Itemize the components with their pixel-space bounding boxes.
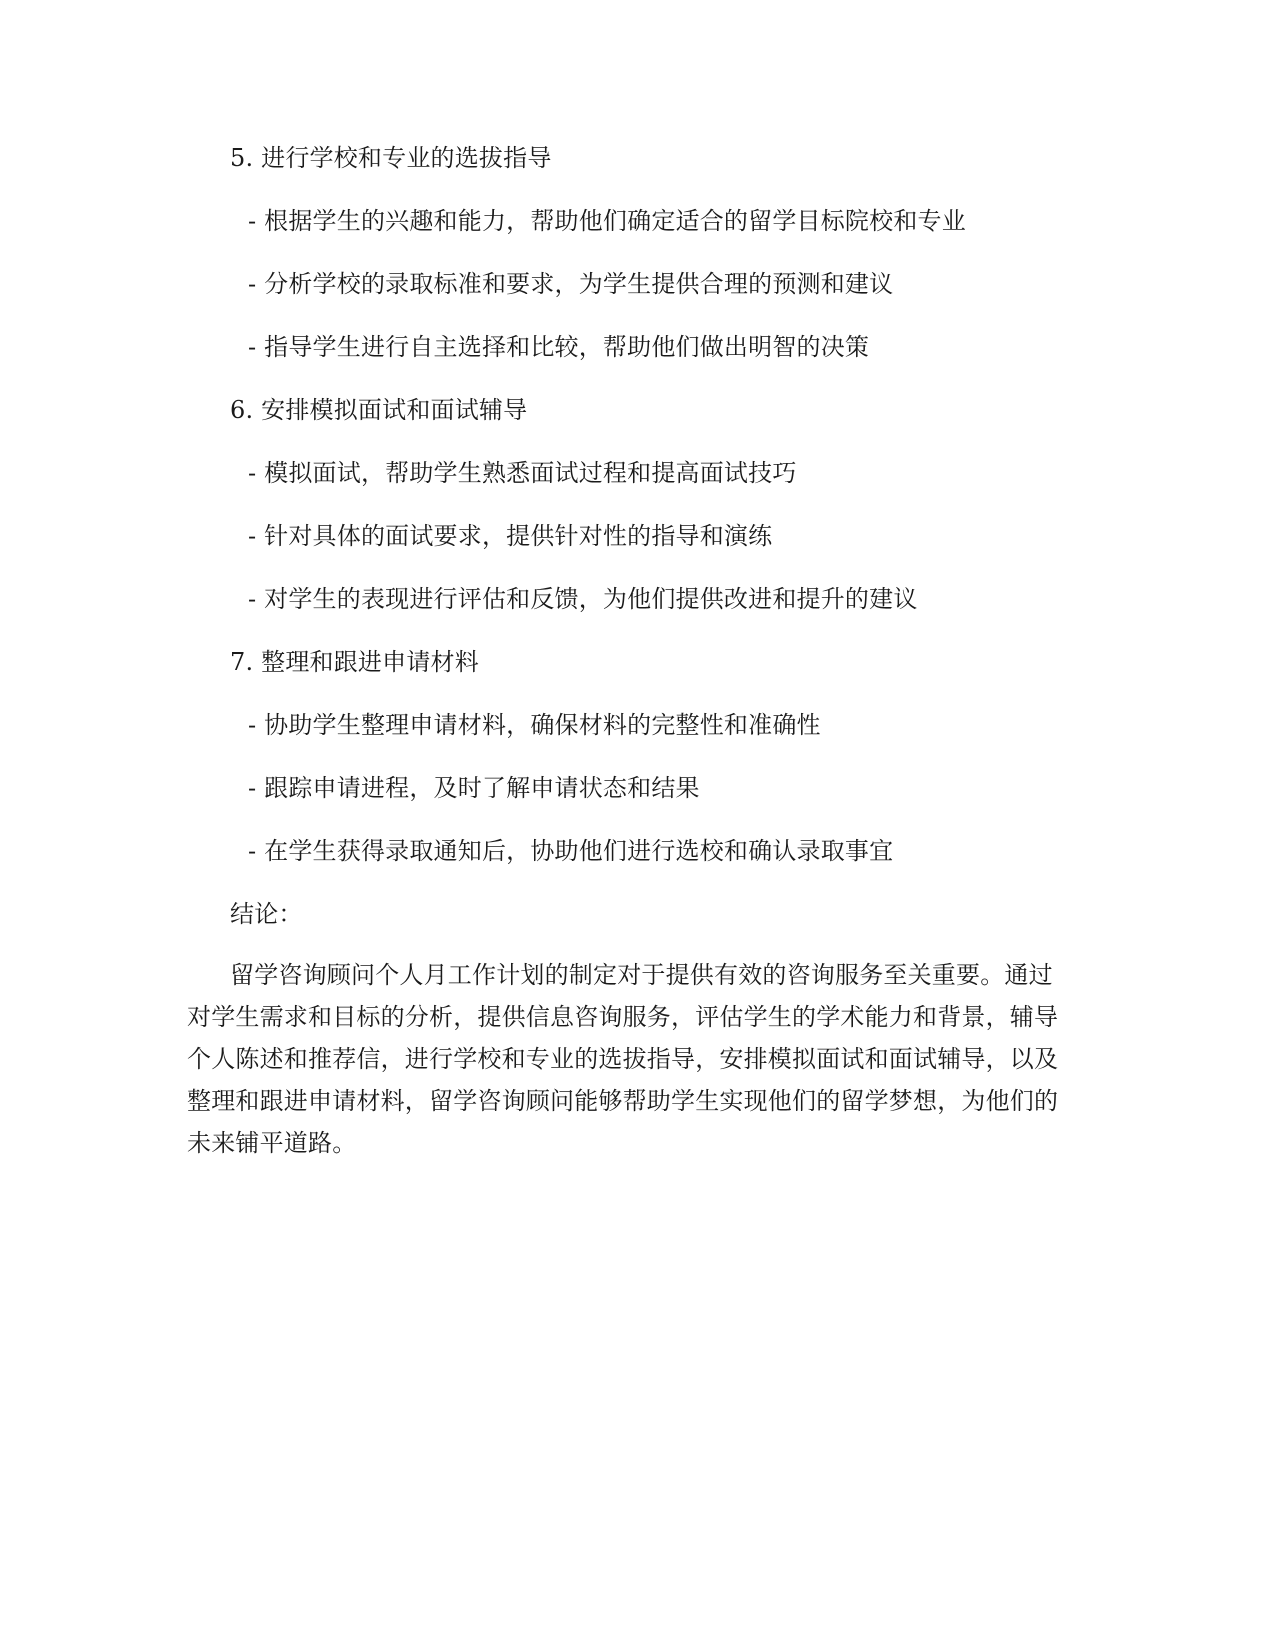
paragraph-line: 留学咨询顾问个人月工作计划的制定对于提供有效的咨询服务至关重要。通过 [230,961,1053,989]
list-item: - 根据学生的兴趣和能力，帮助他们确定适合的留学目标院校和专业 [248,207,966,235]
list-item: - 模拟面试，帮助学生熟悉面试过程和提高面试技巧 [248,459,797,487]
paragraph-line: 对学生需求和目标的分析，提供信息咨询服务，评估学生的学术能力和背景，辅导 [187,1003,1059,1031]
paragraph-line: 整理和跟进申请材料，留学咨询顾问能够帮助学生实现他们的留学梦想，为他们的 [187,1087,1059,1115]
paragraph-line: 未来铺平道路。 [187,1129,357,1157]
section-heading-5: 5. 进行学校和专业的选拔指导 [230,144,552,172]
section-heading-6: 6. 安排模拟面试和面试辅导 [230,396,528,424]
list-item: - 指导学生进行自主选择和比较，帮助他们做出明智的决策 [248,333,870,361]
list-item: - 在学生获得录取通知后，协助他们进行选校和确认录取事宜 [248,837,894,865]
list-item: - 跟踪申请进程，及时了解申请状态和结果 [248,774,700,802]
list-item: - 对学生的表现进行评估和反馈，为他们提供改进和提升的建议 [248,585,918,613]
list-item: - 针对具体的面试要求，提供针对性的指导和演练 [248,522,773,550]
list-item: - 协助学生整理申请材料，确保材料的完整性和准确性 [248,711,821,739]
conclusion-heading: 结论： [230,900,303,928]
section-heading-7: 7. 整理和跟进申请材料 [230,648,479,676]
list-item: - 分析学校的录取标准和要求，为学生提供合理的预测和建议 [248,270,894,298]
conclusion-paragraph [187,954,1087,1164]
paragraph-line: 个人陈述和推荐信，进行学校和专业的选拔指导，安排模拟面试和面试辅导，以及 [187,1045,1059,1073]
